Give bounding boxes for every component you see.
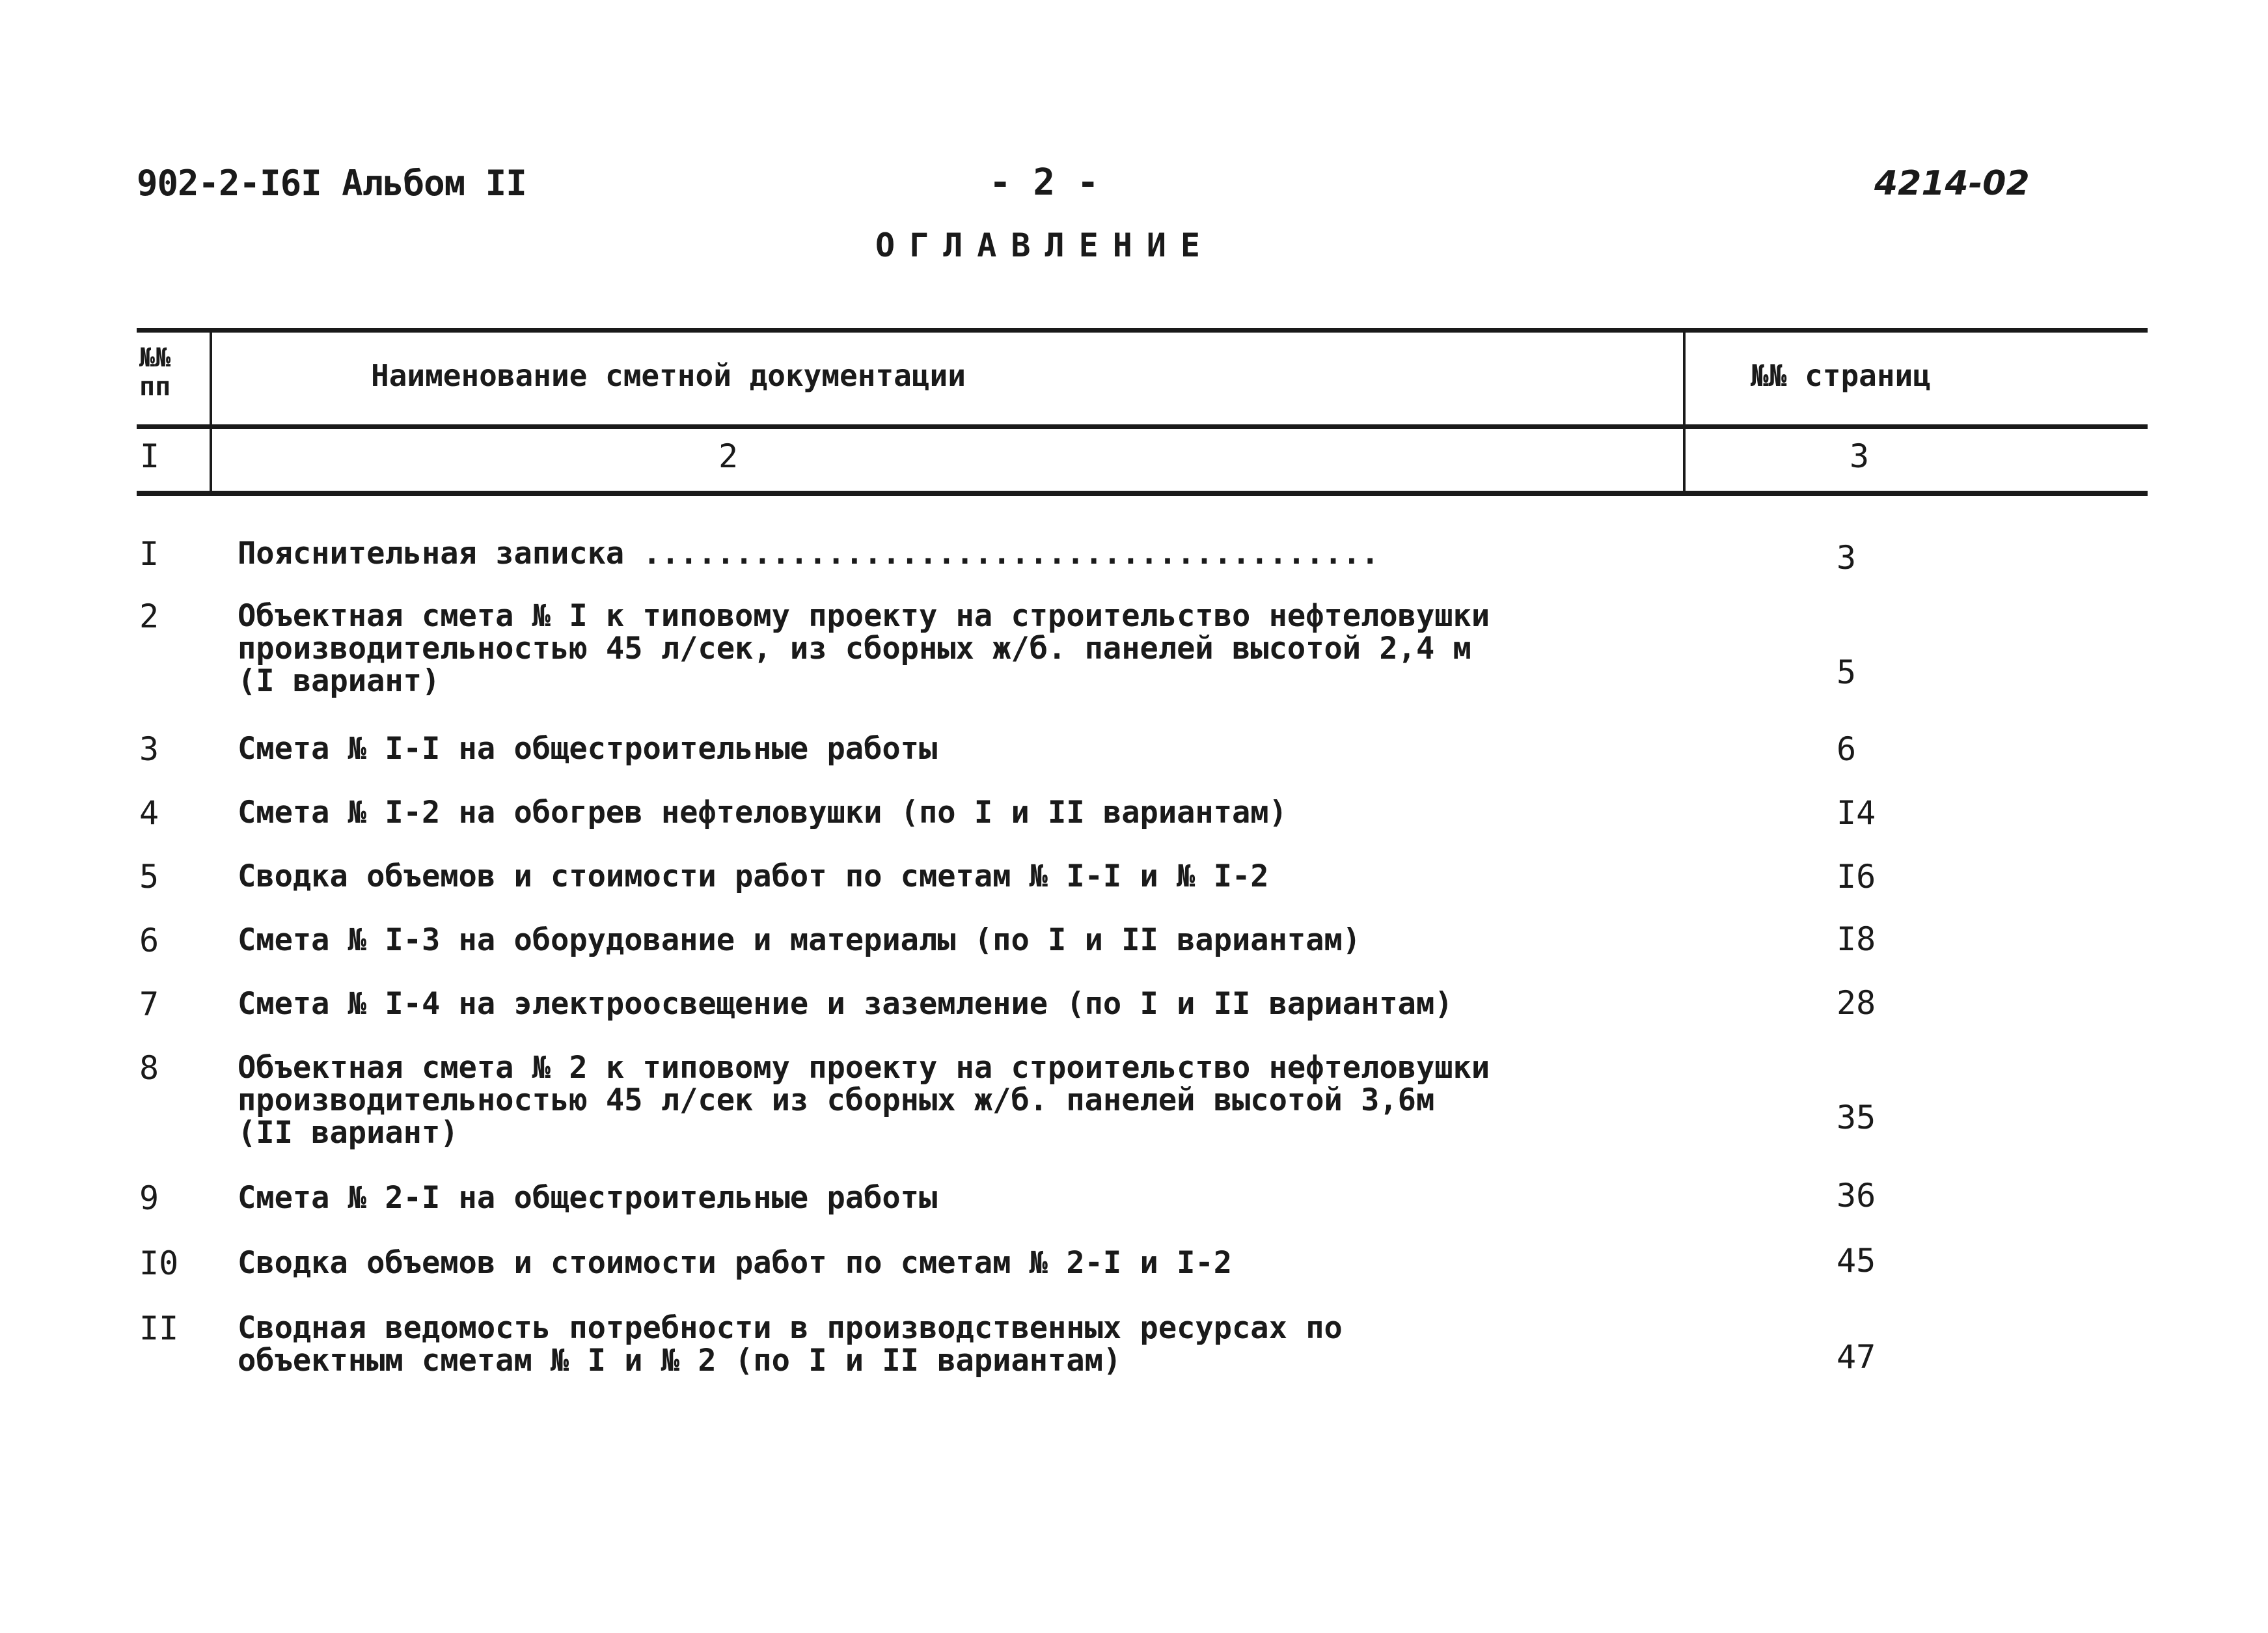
page-number: - 2 -: [989, 161, 1099, 204]
row-text: Смета № I-3 на оборудование и материалы (по I и II вариантам): [238, 922, 1361, 958]
table-header-rule: [137, 424, 2148, 429]
row-page: 47: [1837, 1338, 1876, 1376]
column-number: 3: [1850, 437, 1870, 475]
column-divider: [210, 332, 212, 491]
column-divider: [1683, 332, 1686, 491]
row-text: Сводка объемов и стоимости работ по сметам № 2-I и I-2: [238, 1245, 1233, 1281]
column-header-num: №№ пп: [139, 343, 171, 402]
row-page: I6: [1837, 858, 1876, 896]
row-page: 6: [1837, 730, 1857, 768]
row-number: 4: [139, 794, 159, 832]
row-text: Пояснительная записка ........................................: [238, 536, 1380, 571]
row-number: 6: [139, 922, 159, 959]
row-number: 7: [139, 985, 159, 1023]
column-header-name: Наименование сметной документации: [371, 358, 966, 393]
row-page: 45: [1837, 1242, 1876, 1280]
column-number: I: [140, 437, 160, 475]
sheet-id: 4214-02: [1874, 164, 2030, 203]
row-number: 2: [139, 597, 159, 635]
row-number: I: [139, 535, 159, 573]
row-page: 35: [1837, 1099, 1876, 1136]
row-text: Объектная смета № I к типовому проекту на строительство нефтеловушки производительностью 45 л/сек, из сборных ж/б. панелей высотой 2,4 м (I вариант): [238, 598, 1490, 699]
row-page: 3: [1837, 539, 1857, 577]
row-text: Сводка объемов и стоимости работ по сметам № I-I и № I-2: [238, 858, 1269, 894]
row-number: 3: [139, 730, 159, 768]
page-title: ОГЛАВЛЕНИЕ: [875, 226, 1215, 264]
row-page: 28: [1837, 984, 1876, 1022]
row-number: I0: [139, 1244, 179, 1282]
row-number: II: [139, 1310, 179, 1347]
row-number: 5: [139, 858, 159, 896]
document-code: 902-2-I6I Альбом II: [137, 163, 526, 204]
row-text: Объектная смета № 2 к типовому проекту на строительство нефтеловушки производительностью 45 л/сек из сборных ж/б. панелей высотой 3,6м (II вариант): [238, 1050, 1490, 1151]
row-page: 36: [1837, 1177, 1876, 1214]
column-header-pages: №№ страниц: [1751, 358, 1931, 393]
row-text: Смета № I-I на общестроительные работы: [238, 731, 938, 767]
column-number: 2: [718, 437, 739, 475]
row-page: I8: [1837, 920, 1876, 958]
table-body-rule: [137, 491, 2148, 496]
row-number: 8: [139, 1049, 159, 1087]
row-text: Сводная ведомость потребности в производственных ресурсах по объектным сметам № I и № 2 (по I и II вариантам): [238, 1310, 1343, 1379]
table-top-rule: [137, 328, 2148, 333]
row-page: I4: [1837, 794, 1876, 832]
row-text: Смета № I-4 на электроосвещение и заземление (по I и II вариантам): [238, 986, 1453, 1022]
row-page: 5: [1837, 653, 1857, 691]
row-text: Смета № 2-I на общестроительные работы: [238, 1180, 938, 1216]
row-number: 9: [139, 1179, 159, 1217]
row-text: Смета № I-2 на обогрев нефтеловушки (по I и II вариантам): [238, 795, 1287, 830]
